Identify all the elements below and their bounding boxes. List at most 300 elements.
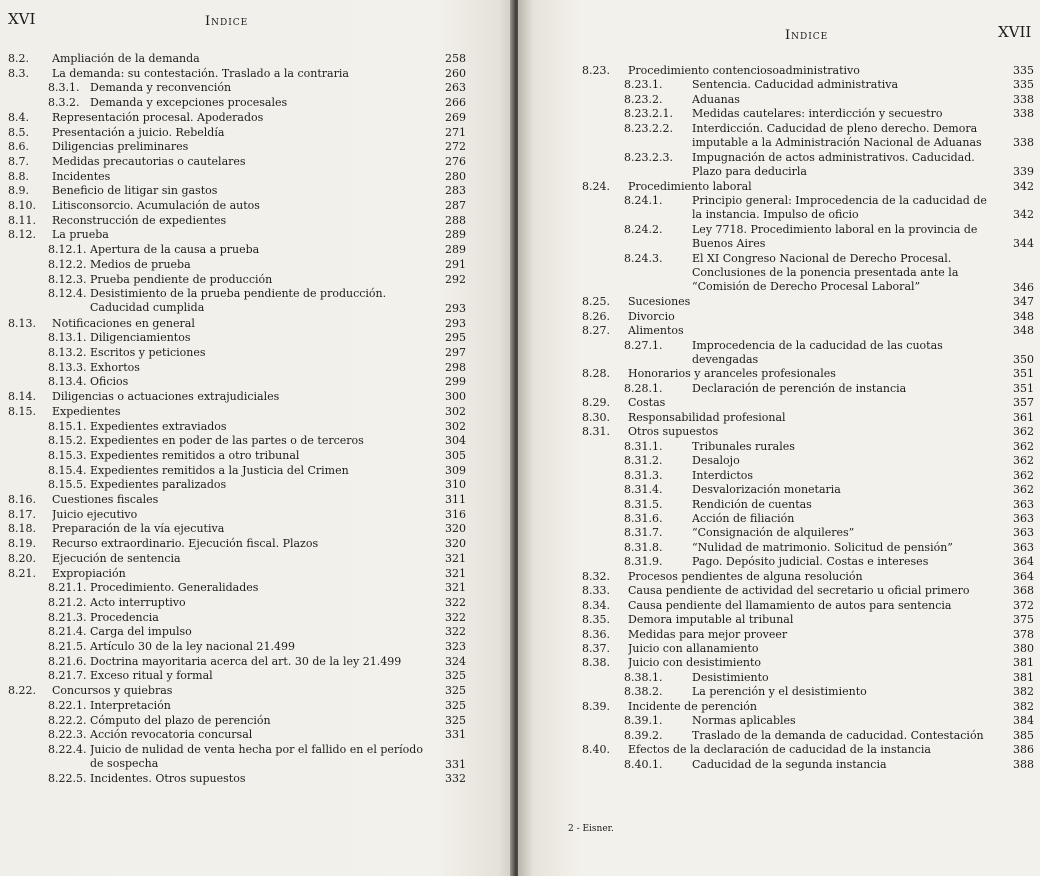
toc-entry-number: 8.22.1. (48, 698, 87, 712)
toc-entry-title: Procedimiento laboral (628, 179, 752, 193)
toc-entry (582, 411, 1040, 425)
toc-entry-number: 8.22.2. (48, 713, 87, 727)
toc-entry-title: Juicio ejecutivo (52, 507, 138, 521)
toc-entry-title: Procedencia (90, 610, 159, 624)
toc-entry (8, 449, 478, 464)
toc-entry-number: 8.28.1. (624, 381, 663, 395)
toc-entry-number: 8.31. (582, 425, 610, 439)
toc-entry-number: 8.13.3. (48, 360, 87, 374)
toc-entry-number: 8.18. (8, 522, 36, 536)
toc-entry-number: 8.31.6. (624, 511, 663, 525)
toc-entry-title: Juicio con allanamiento (628, 642, 759, 655)
toc-entry-number: 8.27.1. (624, 338, 663, 352)
toc-entry-title: Acción de filiación (692, 511, 795, 525)
toc-entry-number: 8.32. (582, 569, 610, 583)
toc-entry-page: 322 (445, 595, 466, 609)
toc-entry-page: 346 (1013, 280, 1034, 294)
toc-entry (582, 743, 1040, 757)
toc-entry-number: 8.15.1. (48, 419, 87, 433)
toc-entry-page: 338 (1013, 92, 1034, 106)
toc-entry-page: 283 (445, 184, 466, 198)
toc-entry-page: 363 (1013, 511, 1034, 525)
toc-entry-number: 8.15. (8, 404, 36, 418)
toc-entry (8, 67, 478, 82)
toc-entry-title: Efectos de la declaración de caducidad de la instancia (628, 743, 931, 757)
toc-entry (582, 310, 1040, 324)
toc-entry-number: 8.21.1. (48, 581, 87, 595)
toc-entry-number: 8.21.7. (48, 669, 87, 683)
toc-entry (8, 111, 478, 126)
toc-entry-number: 8.36. (582, 627, 610, 641)
toc-entry (582, 599, 1040, 613)
toc-entry (582, 570, 1040, 584)
toc-entry-title: Cómputo del plazo de perención (90, 713, 271, 727)
toc-entry (8, 478, 478, 493)
toc-entry-number: 8.15.2. (48, 434, 87, 448)
toc-entry (582, 64, 1040, 78)
toc-entry-number: 8.24.1. (624, 194, 663, 208)
toc-entry-number: 8.21. (8, 566, 36, 580)
toc-entry (8, 287, 478, 316)
toc-entry-page: 325 (445, 684, 466, 698)
toc-entry-title: Traslado de la demanda de caducidad. Contestación (692, 728, 984, 742)
toc-entry (582, 541, 1040, 555)
toc-entry (582, 526, 1040, 540)
toc-entry-number: 8.22.3. (48, 728, 87, 742)
toc-entry-number: 8.12.3. (48, 272, 87, 286)
toc-entry-number: 8.14. (8, 390, 36, 404)
toc-entry-title: Expedientes remitidos a la Justicia del Crimen (90, 463, 349, 477)
toc-entry (582, 642, 1040, 656)
toc-entry-title: Incidentes. Otros supuestos (90, 772, 246, 786)
toc-entry-title: Divorcio (628, 309, 675, 323)
toc-entry-title: Procedimiento contenciosoadministrativo (628, 64, 860, 77)
toc-entry-number: 8.8. (8, 169, 29, 183)
toc-entry-title: Concursos y quiebras (52, 684, 173, 698)
toc-entry-number: 8.22. (8, 684, 36, 698)
toc-entry-number: 8.21.6. (48, 654, 87, 668)
toc-entry-number: 8.31.9. (624, 555, 663, 569)
toc-entry-title: Expedientes en poder de las partes o de terceros (90, 434, 364, 448)
toc-entry-page: 258 (445, 52, 466, 65)
toc-entry-number: 8.12.4. (48, 287, 87, 301)
toc-entry-page: 362 (1013, 439, 1034, 453)
toc-entry (582, 584, 1040, 598)
toc-entry-page: 331 (445, 757, 466, 771)
toc-entry-number: 8.5. (8, 125, 29, 139)
toc-entry-number: 8.31.2. (624, 454, 663, 468)
toc-entry (582, 93, 1040, 107)
toc-entry-page: 266 (445, 96, 466, 110)
toc-entry-title: Desistimiento (692, 670, 769, 684)
toc-entry-page: 316 (445, 507, 466, 521)
toc-entry-title: Exhortos (90, 360, 140, 374)
toc-entry-page: 304 (445, 434, 466, 448)
toc-entry (8, 390, 478, 405)
toc-entry-title: Principio general: Improcedencia de la caducidad de la instancia. Impulso de oficio (692, 194, 987, 222)
toc-entry-number: 8.21.5. (48, 640, 87, 653)
toc-entry-page: 362 (1013, 454, 1034, 468)
toc-entry-title: Medidas cautelares: interdicción y secuestro (692, 107, 943, 121)
toc-entry-number: 8.40.1. (624, 757, 663, 771)
toc-entry-number: 8.19. (8, 537, 36, 551)
toc-entry (582, 700, 1040, 714)
toc-entry (8, 655, 478, 670)
toc-entry-page: 324 (445, 654, 466, 668)
toc-entry-title: Rendición de cuentas (692, 497, 812, 511)
toc-entry-number: 8.12. (8, 228, 36, 242)
toc-entry-title: Recurso extraordinario. Ejecución fiscal. Plazos (52, 537, 319, 551)
toc-entry (582, 194, 1040, 223)
toc-entry-page: 347 (1013, 295, 1034, 309)
toc-entry-title: Beneficio de litigar sin gastos (52, 184, 218, 198)
toc-entry (8, 596, 478, 611)
toc-entry-page: 372 (1013, 598, 1034, 612)
toc-entry-page: 321 (445, 566, 466, 580)
toc-entry-page: 263 (445, 81, 466, 95)
toc-entry-title: Expedientes (52, 404, 121, 418)
left-page-number: XVI (8, 10, 36, 28)
toc-entry (8, 184, 478, 199)
toc-entry-number: 8.24.2. (624, 222, 663, 236)
toc-entry-page: 325 (445, 669, 466, 683)
toc-entry (582, 339, 1040, 368)
toc-entry-page: 368 (1013, 584, 1034, 598)
toc-entry-number: 8.23.2.1. (624, 107, 673, 121)
toc-entry-page: 363 (1013, 540, 1034, 554)
toc-entry-page: 322 (445, 625, 466, 639)
toc-entry (582, 671, 1040, 685)
toc-entry (8, 434, 478, 449)
toc-entry-page: 288 (445, 213, 466, 227)
toc-entry-number: 8.24. (582, 179, 610, 193)
toc-entry-page: 293 (445, 301, 466, 315)
toc-entry-number: 8.23. (582, 64, 610, 77)
toc-entry-title: Diligenciamientos (90, 331, 191, 345)
toc-entry-number: 8.12.2. (48, 257, 87, 271)
toc-entry-title: Representación procesal. Apoderados (52, 110, 264, 124)
toc-entry-title: Presentación a juicio. Rebeldía (52, 125, 225, 139)
toc-entry-number: 8.28. (582, 367, 610, 381)
toc-entry (8, 420, 478, 435)
toc-entry-title: Doctrina mayoritaria acerca del art. 30 de la ley 21.499 (90, 654, 402, 668)
toc-entry (8, 243, 478, 258)
toc-entry-number: 8.26. (582, 309, 610, 323)
toc-entry-page: 325 (445, 698, 466, 712)
toc-entry-number: 8.22.4. (48, 742, 87, 756)
toc-entry-title: Sucesiones (628, 295, 691, 309)
toc-entry-page: 309 (445, 463, 466, 477)
toc-entry-page: 362 (1013, 483, 1034, 497)
toc-entry-page: 335 (1013, 78, 1034, 92)
toc-entry-page: 382 (1013, 685, 1034, 699)
toc-entry-title: Reconstrucción de expedientes (52, 213, 227, 227)
toc-entry-title: Expedientes paralizados (90, 478, 227, 492)
toc-entry (582, 396, 1040, 410)
toc-entry (8, 199, 478, 214)
toc-entry-title: Apertura de la causa a prueba (90, 243, 260, 257)
toc-entry-number: 8.11. (8, 213, 36, 227)
toc-entry-page: 363 (1013, 526, 1034, 540)
toc-entry (8, 552, 478, 567)
toc-entry (582, 685, 1040, 699)
toc-entry (8, 611, 478, 626)
toc-entry-page: 276 (445, 154, 466, 168)
toc-entry-title: Cuestiones fiscales (52, 493, 159, 506)
toc-entry-page: 305 (445, 448, 466, 462)
toc-entry-page: 291 (445, 257, 466, 271)
toc-entry (8, 714, 478, 729)
toc-entry-title: Desistimiento de la prueba pendiente de producción. Caducidad cumplida (90, 287, 387, 315)
toc-entry-title: Demanda y excepciones procesales (90, 96, 288, 110)
toc-entry (582, 714, 1040, 728)
toc-entry-title: Prueba pendiente de producción (90, 272, 273, 286)
toc-entry-page: 362 (1013, 468, 1034, 482)
toc-entry-page: 323 (445, 640, 466, 653)
toc-entry-number: 8.31.4. (624, 483, 663, 497)
toc-entry (8, 361, 478, 376)
toc-entry-number: 8.3. (8, 66, 29, 80)
toc-entry-title: Expedientes extraviados (90, 419, 227, 433)
toc-entry-number: 8.15.5. (48, 478, 87, 492)
toc-entry (582, 151, 1040, 180)
toc-entry (8, 331, 478, 346)
toc-entry-title: Juicio con desistimiento (628, 656, 762, 670)
toc-entry-number: 8.31.8. (624, 540, 663, 554)
toc-entry-page: 332 (445, 772, 466, 786)
right-page-footer: 2 - Eisner. (568, 824, 614, 834)
toc-entry-page: 351 (1013, 381, 1034, 395)
toc-entry (582, 498, 1040, 512)
toc-entry-title: Honorarios y aranceles profesionales (628, 367, 836, 381)
toc-entry-number: 8.23.2.3. (624, 150, 673, 164)
toc-entry (8, 640, 478, 655)
toc-entry-page: 302 (445, 404, 466, 418)
toc-entry-title: Carga del impulso (90, 625, 192, 639)
toc-entry-page: 335 (1013, 64, 1034, 77)
right-page-header: Indice (785, 28, 829, 43)
toc-entry-page: 381 (1013, 656, 1034, 670)
toc-entry-number: 8.21.3. (48, 610, 87, 624)
toc-entry (582, 223, 1040, 252)
toc-entry-number: 8.35. (582, 613, 610, 627)
toc-entry-page: 293 (445, 316, 466, 330)
toc-entry-number: 8.40. (582, 743, 610, 757)
toc-entry (8, 228, 478, 243)
toc-entry-page: 325 (445, 713, 466, 727)
toc-entry-number: 8.2. (8, 52, 29, 65)
toc-entry-title: Causa pendiente de actividad del secretario u oficial primero (628, 584, 970, 598)
toc-entry-page: 269 (445, 110, 466, 124)
toc-entry-title: La perención y el desistimiento (692, 685, 867, 699)
toc-entry-title: Demora imputable al tribunal (628, 613, 794, 627)
toc-entry-title: Incidente de perención (628, 699, 758, 713)
toc-entry-number: 8.20. (8, 551, 36, 565)
left-page-header: Indice (205, 14, 249, 29)
toc-entry (8, 537, 478, 552)
toc-entry-number: 8.16. (8, 493, 36, 506)
toc-entry (8, 464, 478, 479)
toc-entry-page: 364 (1013, 555, 1034, 569)
toc-entry-number: 8.24.3. (624, 251, 663, 265)
toc-entry (8, 317, 478, 332)
toc-entry-page: 320 (445, 522, 466, 536)
toc-entry (8, 258, 478, 273)
toc-entry-title: Incidentes (52, 169, 111, 183)
toc-entry (8, 155, 478, 170)
toc-entry-page: 299 (445, 375, 466, 389)
toc-entry (8, 126, 478, 141)
toc-entry-number: 8.10. (8, 199, 36, 212)
toc-entry-number: 8.30. (582, 410, 610, 424)
toc-entry-number: 8.13.2. (48, 346, 87, 359)
toc-entry-page: 386 (1013, 743, 1034, 757)
toc-entry (582, 252, 1040, 295)
toc-entry-title: Ampliación de la demanda (52, 52, 200, 65)
toc-entry-page: 388 (1013, 757, 1034, 771)
toc-entry-number: 8.17. (8, 507, 36, 521)
toc-entry-page: 362 (1013, 425, 1034, 439)
toc-entry-page: 297 (445, 346, 466, 359)
toc-entry-title: Desalojo (692, 454, 740, 468)
toc-entry-title: Sentencia. Caducidad administrativa (692, 78, 899, 92)
toc-entry (8, 375, 478, 390)
toc-entry-title: Demanda y reconvención (90, 81, 232, 95)
toc-entry (8, 567, 478, 582)
toc-entry-title: Procesos pendientes de alguna resolución (628, 569, 863, 583)
toc-entry-number: 8.23.2.2. (624, 121, 673, 135)
toc-entry (8, 273, 478, 288)
toc-entry (582, 656, 1040, 670)
toc-entry-page: 321 (445, 581, 466, 595)
toc-entry-number: 8.38. (582, 656, 610, 670)
toc-entry-page: 292 (445, 272, 466, 286)
toc-entry-page: 271 (445, 125, 466, 139)
toc-entry-page: 342 (1013, 208, 1034, 222)
toc-entry-page: 260 (445, 66, 466, 80)
toc-entry-title: “Consignación de alquileres” (692, 526, 855, 540)
toc-entry (8, 170, 478, 185)
toc-entry-title: Exceso ritual y formal (90, 669, 213, 683)
toc-entry (8, 669, 478, 684)
toc-entry-page: 289 (445, 243, 466, 257)
toc-entry-number: 8.29. (582, 396, 610, 410)
toc-entry-title: Expedientes remitidos a otro tribunal (90, 448, 300, 462)
toc-entry-number: 8.34. (582, 598, 610, 612)
toc-entry-page: 378 (1013, 627, 1034, 641)
toc-entry-number: 8.3.2. (48, 96, 80, 110)
toc-entry-number: 8.13.1. (48, 331, 87, 345)
toc-entry-number: 8.22.5. (48, 772, 87, 786)
toc-entry-number: 8.25. (582, 295, 610, 309)
toc-entry-title: Medidas precautorias o cautelares (52, 154, 246, 168)
toc-entry-page: 338 (1013, 136, 1034, 150)
toc-entry-title: Interdicción. Caducidad de pleno derecho. Demora imputable a la Administración Nacional de Aduanas (692, 121, 982, 149)
toc-entry-title: Tribunales rurales (692, 439, 795, 453)
toc-entry-title: Diligencias preliminares (52, 140, 189, 154)
toc-entry (8, 772, 478, 787)
toc-entry-page: 321 (445, 551, 466, 565)
toc-entry-title: Expropiación (52, 566, 126, 580)
toc-entry-title: Litisconsorcio. Acumulación de autos (52, 199, 260, 212)
toc-entry-title: Costas (628, 396, 666, 410)
toc-entry (8, 214, 478, 229)
toc-entry (8, 96, 478, 111)
left-page (0, 0, 514, 876)
toc-entry (8, 684, 478, 699)
toc-entry (582, 555, 1040, 569)
toc-entry-number: 8.31.5. (624, 497, 663, 511)
toc-entry-page: 384 (1013, 714, 1034, 728)
toc-entry-page: 289 (445, 228, 466, 242)
toc-entry-number: 8.6. (8, 140, 29, 154)
toc-entry-title: Preparación de la vía ejecutiva (52, 522, 225, 536)
toc-entry (8, 81, 478, 96)
toc-entry (582, 628, 1040, 642)
toc-entry-number: 8.39.1. (624, 714, 663, 728)
toc-entry-number: 8.4. (8, 110, 29, 124)
toc-entry (582, 367, 1040, 381)
toc-entry-number: 8.13.4. (48, 375, 87, 389)
toc-entry-number: 8.31.7. (624, 526, 663, 540)
toc-entry (8, 699, 478, 714)
toc-entry-title: Artículo 30 de la ley nacional 21.499 (90, 640, 295, 653)
toc-entry-title: Declaración de perención de instancia (692, 381, 907, 395)
toc-entry (8, 140, 478, 155)
toc-entry-title: Pago. Depósito judicial. Costas e intereses (692, 555, 929, 569)
toc-entry-page: 280 (445, 169, 466, 183)
toc-entry-number: 8.15.4. (48, 463, 87, 477)
toc-entry-title: Notificaciones en general (52, 316, 195, 330)
toc-entry-page: 342 (1013, 179, 1034, 193)
toc-entry-page: 363 (1013, 497, 1034, 511)
toc-entry (8, 508, 478, 523)
toc-entry-page: 295 (445, 331, 466, 345)
toc-entry-number: 8.7. (8, 154, 29, 168)
toc-entry-page: 287 (445, 199, 466, 212)
toc-entry-title: Aduanas (692, 92, 740, 106)
toc-entry-title: Oficios (90, 375, 129, 389)
toc-entry (582, 469, 1040, 483)
toc-entry-page: 311 (445, 493, 466, 506)
toc-entry-page: 351 (1013, 367, 1034, 381)
toc-entry-title: Caducidad de la segunda instancia (692, 757, 887, 771)
toc-entry (582, 512, 1040, 526)
toc-entry-page: 302 (445, 419, 466, 433)
toc-entry-page: 348 (1013, 309, 1034, 323)
toc-entry-number: 8.31.3. (624, 468, 663, 482)
toc-entry-title: Ejecución de sentencia (52, 551, 181, 565)
toc-entry-number: 8.9. (8, 184, 29, 198)
toc-entry-number: 8.31.1. (624, 439, 663, 453)
toc-entry-title: Interpretación (90, 698, 171, 712)
toc-entry-page: 348 (1013, 324, 1034, 338)
toc-entry-page: 380 (1013, 642, 1034, 655)
toc-entry (8, 493, 478, 508)
toc-entry-number: 8.37. (582, 642, 610, 655)
toc-entry-number: 8.23.2. (624, 92, 663, 106)
toc-entry-title: Acción revocatoria concursal (90, 728, 253, 742)
toc-entry (582, 483, 1040, 497)
toc-entry-title: Medios de prueba (90, 257, 191, 271)
toc-entry-page: 338 (1013, 107, 1034, 121)
toc-entry-number: 8.39.2. (624, 728, 663, 742)
toc-entry (582, 454, 1040, 468)
toc-entry (8, 743, 478, 772)
toc-entry-title: Impugnación de actos administrativos. Caducidad. Plazo para deducirla (692, 150, 975, 178)
toc-entry (582, 758, 1040, 772)
toc-entry-number: 8.38.2. (624, 685, 663, 699)
